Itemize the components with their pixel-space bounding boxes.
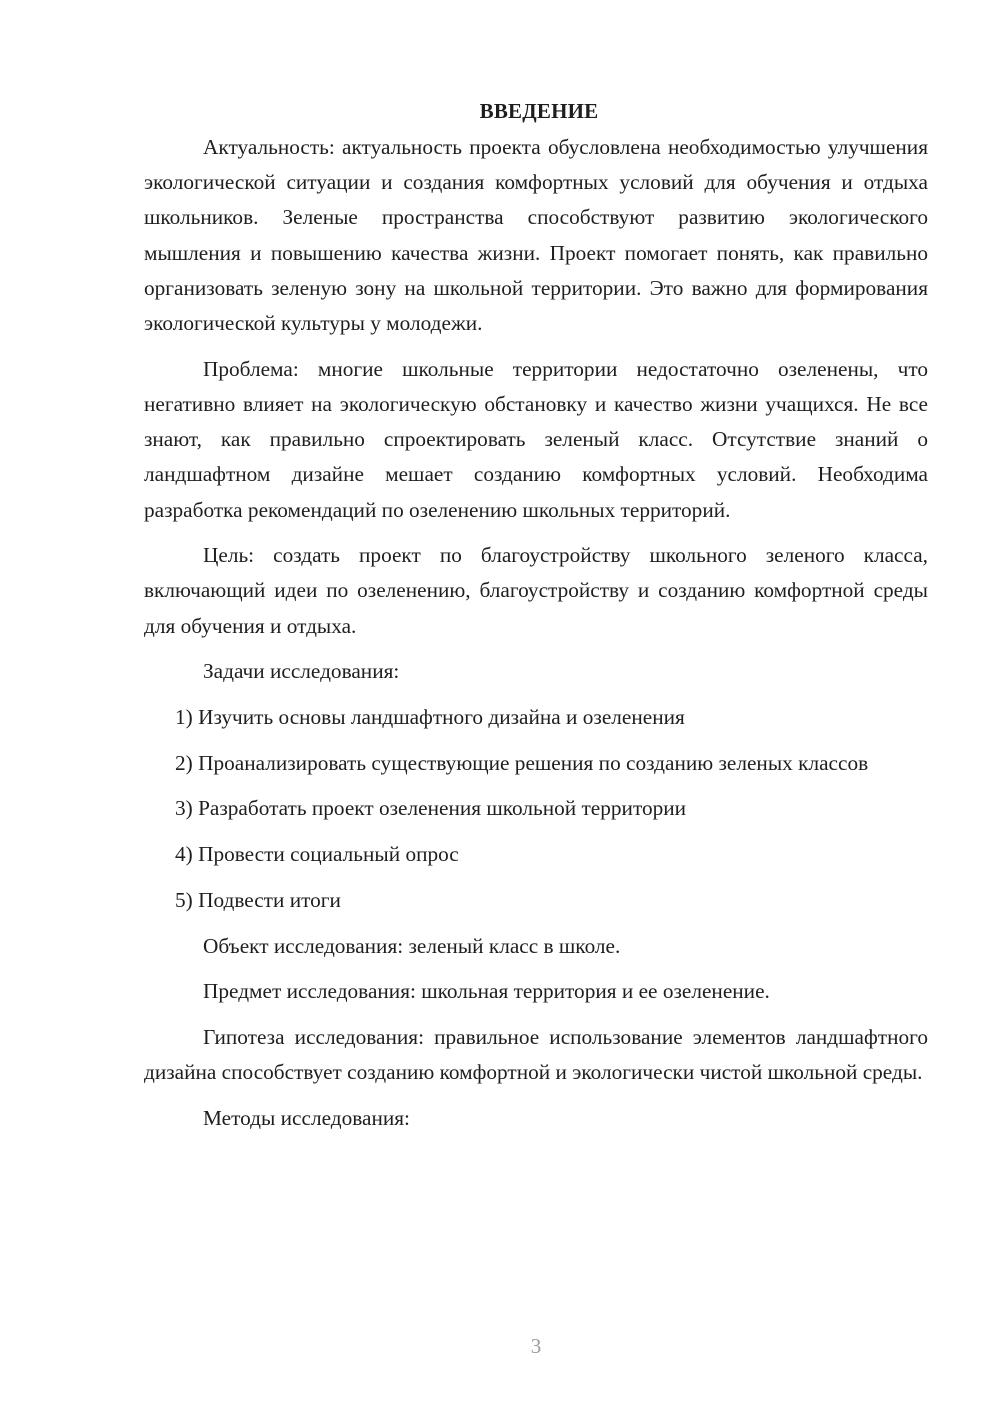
hypothesis-paragraph: Гипотеза исследования: правильное использование элементов ландшафтного дизайна способствует созданию комфортной и экологически чистой школьной среды.: [144, 1024, 928, 1085]
page-number: 3: [530, 1334, 542, 1358]
subject-paragraph: Предмет исследования: школьная территория и ее озеленение.: [203, 979, 770, 1004]
methods-heading: Методы исследования:: [203, 1105, 410, 1130]
task-item-2: 2) Проанализировать существующие решения по созданию зеленых классов: [175, 750, 869, 775]
problem-paragraph: Проблема: многие школьные территории недостаточно озеленены, что негативно влияет на экологическую обстановку и качество жизни учащихся. Не все знают, как правильно спроектировать зеленый класс. Отсутствие знаний о ландшафтном дизайне мешает созданию комфортных условий. Необходима разработка рекомендаций по озеленению школьных территорий.: [144, 356, 928, 522]
task-item-1: 1) Изучить основы ландшафтного дизайна и озеленения: [175, 705, 685, 730]
task-item-3: 3) Разработать проект озеленения школьной территории: [175, 796, 687, 821]
section-title: ВВЕДЕНИЕ: [479, 99, 599, 123]
goal-paragraph: Цель: создать проект по благоустройству школьного зеленого класса, включающий идеи по озеленению, благоустройству и созданию комфортной среды для обучения и отдыха.: [144, 543, 928, 638]
document-page: [144, 96, 928, 1147]
object-paragraph: Объект исследования: зеленый класс в школе.: [203, 933, 621, 958]
relevance-paragraph: Актуальность: актуальность проекта обусловлена необходимостью улучшения экологической ситуации и создания комфортных условий для обучения и отдыха школьников. Зеленые пространства способствуют развитию экологического мышления и повышению качества жизни. Проект помогает понять, как правильно организовать зеленую зону на школьной территории. Это важно для формирования экологической культуры у молодежи.: [144, 135, 928, 336]
tasks-heading: Задачи исследования:: [203, 659, 400, 684]
task-item-4: 4) Провести социальный опрос: [175, 842, 459, 867]
task-item-5: 5) Подвести итоги: [175, 887, 341, 912]
